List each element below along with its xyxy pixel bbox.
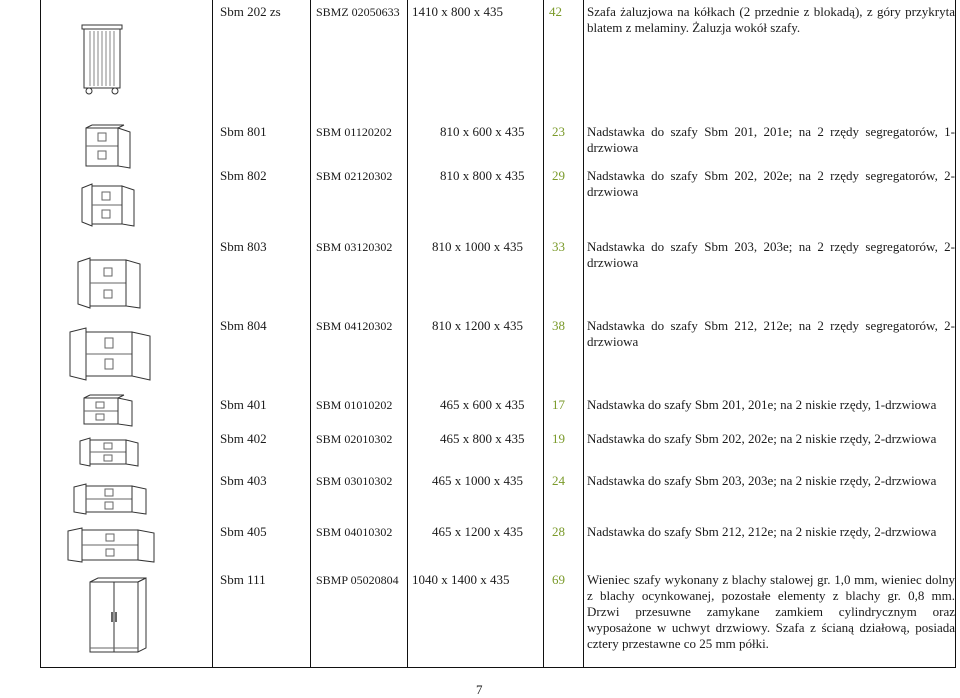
tambour-cabinet-drawing bbox=[80, 24, 124, 96]
one-door-topper-drawing bbox=[82, 394, 136, 428]
product-quantity: 23 bbox=[552, 124, 565, 139]
product-description: Nadstawka do szafy Sbm 202, 202e; na 2 niskie rzędy, 2-drzwiowa bbox=[587, 431, 937, 446]
two-door-topper-drawing bbox=[68, 326, 154, 382]
one-door-topper-drawing bbox=[84, 124, 134, 170]
product-dimensions: 465 x 800 x 435 bbox=[440, 431, 525, 446]
product-name: Sbm 801 bbox=[220, 124, 267, 139]
product-dimensions: 810 x 1000 x 435 bbox=[432, 239, 523, 254]
two-door-topper-drawing bbox=[76, 256, 142, 310]
product-quantity: 69 bbox=[552, 572, 565, 587]
two-door-topper-drawing bbox=[78, 436, 140, 468]
product-quantity: 33 bbox=[552, 239, 565, 254]
product-dimensions: 465 x 1000 x 435 bbox=[432, 473, 523, 488]
product-code: SBM 02120302 bbox=[316, 169, 393, 183]
page-number: 7 bbox=[476, 682, 483, 697]
product-dimensions: 465 x 600 x 435 bbox=[440, 397, 525, 412]
product-name: Sbm 111 bbox=[220, 572, 266, 587]
product-name: Sbm 405 bbox=[220, 524, 267, 539]
product-name: Sbm 202 zs bbox=[220, 4, 281, 19]
two-door-topper-drawing bbox=[80, 182, 136, 228]
product-quantity: 42 bbox=[549, 4, 562, 19]
product-quantity: 28 bbox=[552, 524, 565, 539]
table-border-bottom bbox=[40, 667, 956, 668]
product-description: Szafa żaluzjowa na kółkach (2 przednie z blokadą), z góry przykryta blatem z melaminy. Żaluzja wokół szafy. bbox=[587, 4, 955, 35]
product-quantity: 24 bbox=[552, 473, 565, 488]
product-description: Nadstawka do szafy Sbm 202, 202e; na 2 rzędy segregatorów, 2-drzwiowa bbox=[587, 168, 955, 199]
product-dimensions: 1040 x 1400 x 435 bbox=[412, 572, 510, 587]
sliding-door-cabinet-drawing bbox=[88, 576, 148, 656]
product-quantity: 29 bbox=[552, 168, 565, 183]
two-door-topper-drawing bbox=[66, 526, 156, 564]
product-code: SBM 03120302 bbox=[316, 240, 393, 254]
product-name: Sbm 403 bbox=[220, 473, 267, 488]
product-quantity: 17 bbox=[552, 397, 565, 412]
table-border-right bbox=[955, 0, 956, 668]
column-divider bbox=[407, 0, 408, 668]
product-description: Nadstawka do szafy Sbm 212, 212e; na 2 rzędy segregatorów, 2-drzwiowa bbox=[587, 318, 955, 349]
table-border-left bbox=[40, 0, 41, 668]
product-code: SBMP 05020804 bbox=[316, 573, 399, 587]
product-code: SBM 02010302 bbox=[316, 432, 393, 446]
column-divider bbox=[543, 0, 544, 668]
product-quantity: 19 bbox=[552, 431, 565, 446]
product-code: SBM 04010302 bbox=[316, 525, 393, 539]
column-divider bbox=[583, 0, 584, 668]
product-code: SBM 01010202 bbox=[316, 398, 393, 412]
product-quantity: 38 bbox=[552, 318, 565, 333]
product-name: Sbm 804 bbox=[220, 318, 267, 333]
product-dimensions: 810 x 1200 x 435 bbox=[432, 318, 523, 333]
product-dimensions: 810 x 600 x 435 bbox=[440, 124, 525, 139]
product-dimensions: 810 x 800 x 435 bbox=[440, 168, 525, 183]
product-description: Nadstawka do szafy Sbm 212, 212e; na 2 niskie rzędy, 2-drzwiowa bbox=[587, 524, 937, 539]
column-divider bbox=[310, 0, 311, 668]
product-dimensions: 1410 x 800 x 435 bbox=[412, 4, 503, 19]
product-description: Wieniec szafy wykonany z blachy stalowej gr. 1,0 mm, wieniec dolny z blachy ocynkowanej, pozostałe elementy z blachy gr. 0,8 mm. Drzwi przesuwne zamykane zamkiem cylindrycznym oraz wyposażone w uchwyt drzwiowy. Szafa z ścianą działową, posiada cztery przestawne co 25 mm półki. bbox=[587, 572, 955, 651]
product-code: SBMZ 02050633 bbox=[316, 5, 400, 19]
product-dimensions: 465 x 1200 x 435 bbox=[432, 524, 523, 539]
two-door-topper-drawing bbox=[72, 482, 148, 516]
column-divider bbox=[212, 0, 213, 668]
product-code: SBM 04120302 bbox=[316, 319, 393, 333]
product-name: Sbm 401 bbox=[220, 397, 267, 412]
product-name: Sbm 802 bbox=[220, 168, 267, 183]
product-description: Nadstawka do szafy Sbm 201, 201e; na 2 rzędy segregatorów, 1-drzwiowa bbox=[587, 124, 955, 155]
product-name: Sbm 402 bbox=[220, 431, 267, 446]
product-code: SBM 01120202 bbox=[316, 125, 392, 139]
product-name: Sbm 803 bbox=[220, 239, 267, 254]
product-description: Nadstawka do szafy Sbm 203, 203e; na 2 niskie rzędy, 2-drzwiowa bbox=[587, 473, 937, 488]
product-description: Nadstawka do szafy Sbm 201, 201e; na 2 niskie rzędy, 1-drzwiowa bbox=[587, 397, 937, 412]
product-code: SBM 03010302 bbox=[316, 474, 393, 488]
product-description: Nadstawka do szafy Sbm 203, 203e; na 2 rzędy segregatorów, 2-drzwiowa bbox=[587, 239, 955, 270]
